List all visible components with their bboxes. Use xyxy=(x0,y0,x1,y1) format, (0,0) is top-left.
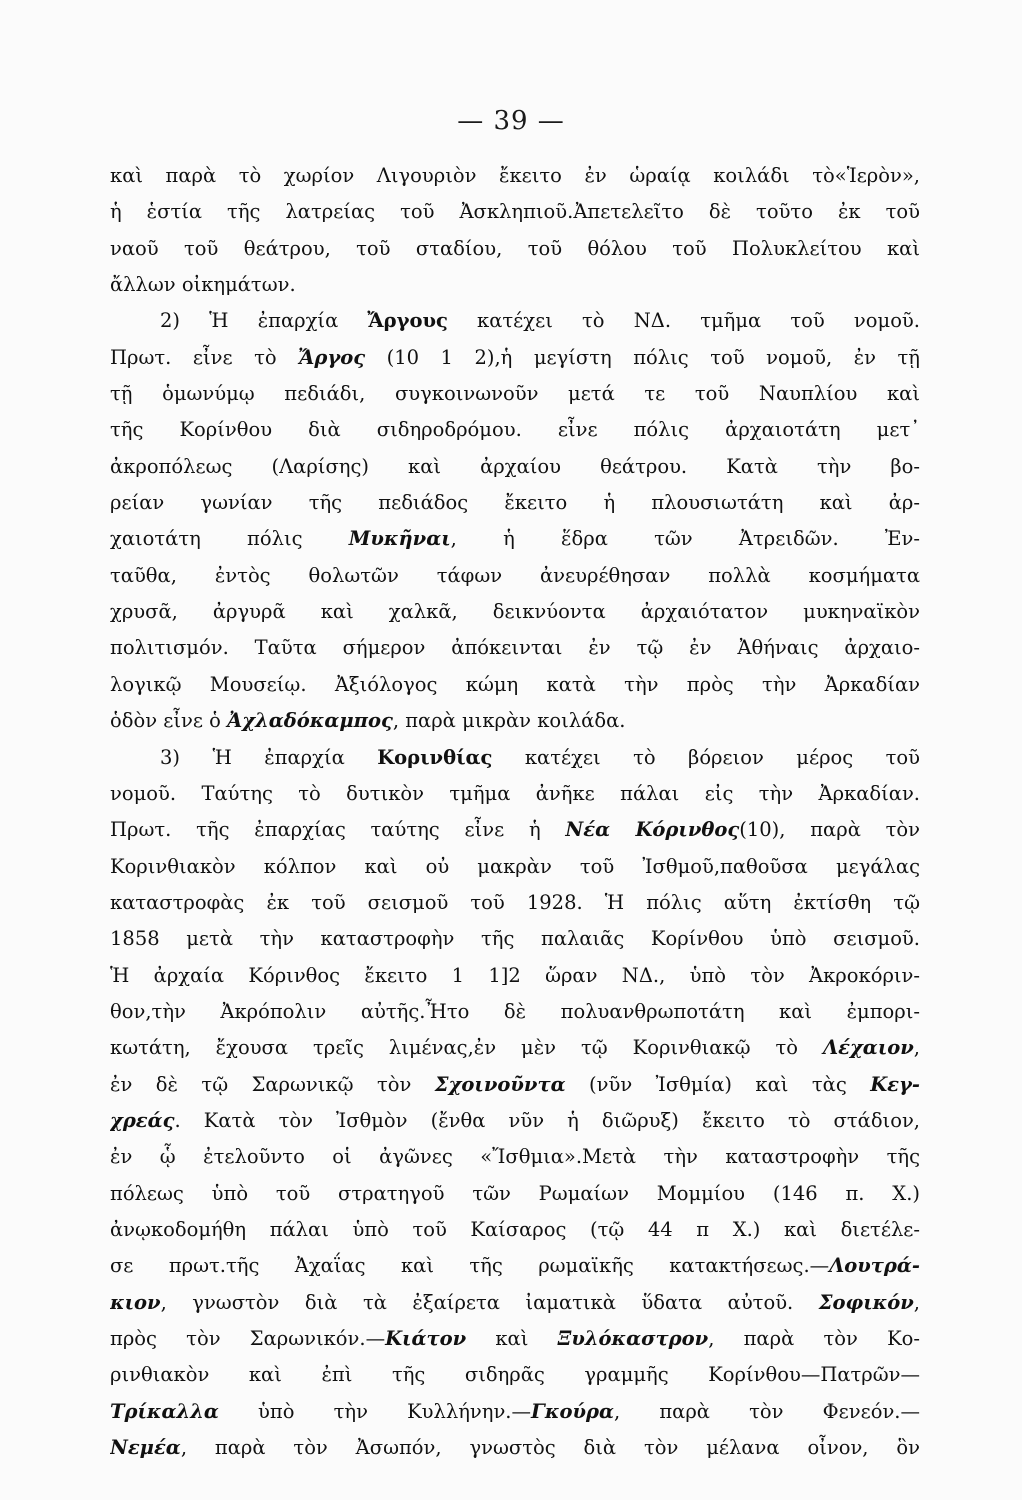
text-segment: . Κατὰ τὸν Ἰσθμὸν (ἔνθα νῦν ἡ διῶρυξ) ἔκειτο τὸ στάδιον, xyxy=(174,1108,920,1132)
text-segment: ἀκροπόλεως (Λαρίσης) καὶ ἀρχαίου θεάτρου. Κατὰ τὴν βο- xyxy=(110,454,920,478)
text-segment: καὶ παρὰ τὸ χωρίον Λιγουριὸν ἔκειτο ἐν ὡραίᾳ κοιλάδι τὸ«Ἱερὸν», xyxy=(110,164,920,187)
text-line xyxy=(110,885,920,921)
emphasized-text: Λέχαιον xyxy=(823,1036,914,1060)
emphasized-text: Κεγ- xyxy=(870,1072,920,1096)
text-line xyxy=(110,340,920,376)
text-segment: κατέχει τὸ βόρειον μέρος τοῦ xyxy=(492,745,920,769)
text-line xyxy=(110,1430,920,1466)
text-segment: χρυσᾶ, ἀργυρᾶ καὶ χαλκᾶ, δεικνύοντα ἀρχαιότατον μυκηναϊκὸν xyxy=(110,600,920,624)
text-line xyxy=(110,994,920,1030)
text-segment: ρινθιακὸν καὶ ἐπὶ τῆς σιδηρᾶς γραμμῆς Κορίνθου—Πατρῶν— xyxy=(110,1363,920,1387)
emphasized-text: Μυκῆναι xyxy=(348,527,451,551)
text-segment: 2) Ἡ ἐπαρχία xyxy=(160,309,368,333)
page-number: — 39 — xyxy=(457,106,565,136)
text-segment: , παρὰ τὸν Φενεόν.— xyxy=(614,1399,920,1423)
text-line xyxy=(110,630,920,666)
text-segment: τῇ ὁμωνύμῳ πεδιάδι, συγκοινωνοῦν μετά τε τοῦ Ναυπλίου καὶ xyxy=(110,382,920,406)
text-segment: ἀνῳκοδομήθη πάλαι ὑπὸ τοῦ Καίσαρος (τῷ 44 π Χ.) καὶ διετέλε- xyxy=(110,1217,920,1241)
text-segment: , παρὰ μικρὰν κοιλάδα. xyxy=(392,709,626,733)
text-segment: ἡ ἑστία τῆς λατρείας τοῦ Ἀσκληπιοῦ.Ἀπετελεῖτο δὲ τοῦτο ἐκ τοῦ xyxy=(110,200,920,224)
text-line xyxy=(110,376,920,412)
text-line xyxy=(110,958,920,994)
emphasized-text: Λουτρά- xyxy=(829,1254,920,1278)
text-segment: 3) Ἡ ἐπαρχία xyxy=(160,745,378,769)
text-segment: ρείαν γωνίαν τῆς πεδιάδος ἔκειτο ἡ πλουσιωτάτη καὶ ἀρ- xyxy=(110,491,920,515)
text-line xyxy=(110,1103,920,1139)
text-line xyxy=(110,1139,920,1175)
text-line xyxy=(110,921,920,957)
text-segment: καταστροφὰς ἐκ τοῦ σεισμοῦ τοῦ 1928. Ἡ πόλις αὕτη ἐκτίσθη τῷ xyxy=(110,890,920,914)
text-segment: λογικῷ Μουσείῳ. Ἀξιόλογος κώμη κατὰ τὴν πρὸς τὴν Ἀρκαδίαν xyxy=(110,672,920,696)
text-line xyxy=(110,1067,920,1103)
text-line xyxy=(110,231,920,267)
text-segment: σε πρωτ.τῆς Ἀχαΐας καὶ τῆς ρωμαϊκῆς κατακτήσεως.— xyxy=(110,1254,830,1278)
text-line xyxy=(110,558,920,594)
text-segment: ναοῦ τοῦ θεάτρου, τοῦ σταδίου, τοῦ θόλου τοῦ Πολυκλείτου καὶ xyxy=(110,236,920,260)
text-segment: πόλεως ὑπὸ τοῦ στρατηγοῦ τῶν Ρωμαίων Μομμίου (146 π. Χ.) xyxy=(110,1181,920,1205)
emphasized-text: Ἀχλαδόκαμπος xyxy=(227,709,393,733)
text-line xyxy=(110,158,920,194)
emphasized-text: Γκούρα xyxy=(531,1399,614,1423)
text-segment: καὶ xyxy=(466,1327,558,1350)
text-line xyxy=(110,1212,920,1248)
text-segment: , xyxy=(913,1290,920,1314)
text-segment: κατέχει τὸ ΝΔ. τμῆμα τοῦ νομοῦ. xyxy=(447,309,920,333)
text-segment: ἄλλων οἰκημάτων. xyxy=(110,273,296,297)
text-line xyxy=(110,267,920,303)
emphasized-text: Νεμέα xyxy=(110,1436,181,1460)
text-segment: , γνωστὸν διὰ τὰ ἐξαίρετα ἰαματικὰ ὕδατα αὐτοῦ. xyxy=(160,1290,819,1314)
text-line xyxy=(110,740,920,776)
text-segment: , παρὰ τὸν Κο- xyxy=(708,1327,920,1350)
emphasized-text: Τρίκαλλα xyxy=(110,1399,219,1423)
text-segment: ὑπὸ τὴν Κυλλήνην.— xyxy=(218,1399,532,1423)
text-segment: τῆς Κορίνθου διὰ σιδηροδρόμου. εἶνε πόλις ἀρχαιοτάτη μετ᾽ xyxy=(110,418,920,442)
text-segment: (νῦν Ἰσθμία) καὶ τὰς xyxy=(565,1072,871,1096)
text-line xyxy=(110,703,920,739)
text-line xyxy=(110,194,920,230)
text-segment: 1858 μετὰ τὴν καταστροφὴν τῆς παλαιᾶς Κορίνθου ὑπὸ σεισμοῦ. xyxy=(110,927,920,951)
text-line xyxy=(110,776,920,812)
emphasized-text: Ξυλόκαστρον xyxy=(557,1327,709,1350)
emphasized-text: Νέα Κόρινθος xyxy=(565,818,740,842)
text-segment: Κορινθιακὸν κόλπον καὶ οὐ μακρὰν τοῦ Ἰσθμοῦ,παθοῦσα μεγάλας xyxy=(110,854,920,878)
text-line xyxy=(110,1394,920,1430)
body-text xyxy=(110,158,920,1466)
text-line xyxy=(110,1357,920,1393)
text-line xyxy=(110,1030,920,1066)
text-segment: ἐν δὲ τῷ Σαρωνικῷ τὸν xyxy=(110,1072,435,1096)
text-segment: Πρωτ. τῆς ἐπαρχίας ταύτης εἶνε ἡ xyxy=(110,818,566,842)
text-line xyxy=(110,412,920,448)
text-line xyxy=(110,812,920,848)
text-segment: (10 1 2),ἡ μεγίστη πόλις τοῦ νομοῦ, ἐν τῇ xyxy=(365,345,920,369)
emphasized-text: κιον xyxy=(110,1290,161,1314)
text-line xyxy=(110,485,920,521)
text-segment: , ἡ ἕδρα τῶν Ἀτρειδῶν. Ἐν- xyxy=(450,527,920,551)
emphasized-text: Σχοινοῦντα xyxy=(434,1072,566,1096)
emphasized-text: Κορινθίας xyxy=(377,745,493,769)
text-line xyxy=(110,449,920,485)
text-segment: Πρωτ. εἶνε τὸ xyxy=(110,345,299,369)
text-segment: , xyxy=(913,1036,920,1060)
text-segment: ἐν ᾧ ἐτελοῦντο οἱ ἀγῶνες «Ἴσθμια».Μετὰ τὴν καταστροφὴν τῆς xyxy=(110,1145,920,1169)
text-line xyxy=(110,1285,920,1321)
text-line xyxy=(110,1176,920,1212)
text-segment: (10), παρὰ τὸν xyxy=(739,818,920,842)
emphasized-text: Ἄργους xyxy=(367,309,448,333)
emphasized-text: Σοφικόν xyxy=(818,1290,914,1314)
text-segment: , παρὰ τὸν Ἀσωπόν, γνωστὸς διὰ τὸν μέλανα οἶνον, ὃν xyxy=(180,1436,920,1460)
text-segment: πολιτισμόν. Ταῦτα σήμερον ἀπόκεινται ἐν τῷ ἐν Ἀθήναις ἀρχαιο- xyxy=(110,636,920,660)
emphasized-text: χρεάς xyxy=(110,1108,175,1132)
text-segment: θον,τὴν Ἀκρόπολιν αὐτῆς.Ἦτο δὲ πολυανθρωποτάτη καὶ ἐμπορι- xyxy=(110,999,920,1023)
text-line xyxy=(110,849,920,885)
text-segment: κωτάτη, ἔχουσα τρεῖς λιμένας,ἐν μὲν τῷ Κορινθιακῷ τὸ xyxy=(110,1036,823,1060)
text-line xyxy=(110,303,920,339)
text-segment: ταῦθα, ἐντὸς θολωτῶν τάφων ἀνευρέθησαν πολλὰ κοσμήματα xyxy=(110,563,920,587)
text-line xyxy=(110,1321,920,1357)
emphasized-text: Ἄργος xyxy=(298,345,366,369)
text-segment: χαιοτάτη πόλις xyxy=(110,527,349,551)
text-segment: Ἡ ἀρχαία Κόρινθος ἔκειτο 1 1]2 ὥραν ΝΔ., ὑπὸ τὸν Ἀκροκόριν- xyxy=(110,963,920,987)
text-line xyxy=(110,1248,920,1284)
text-line xyxy=(110,667,920,703)
text-segment: ὁδὸν εἶνε ὁ xyxy=(110,709,228,733)
text-segment: νομοῦ. Ταύτης τὸ δυτικὸν τμῆμα ἀνῆκε πάλαι εἰς τὴν Ἀρκαδίαν. xyxy=(110,781,920,805)
text-line xyxy=(110,594,920,630)
emphasized-text: Κιάτον xyxy=(385,1327,467,1350)
text-segment: πρὸς τὸν Σαρωνικόν.— xyxy=(110,1327,386,1350)
text-line xyxy=(110,521,920,557)
